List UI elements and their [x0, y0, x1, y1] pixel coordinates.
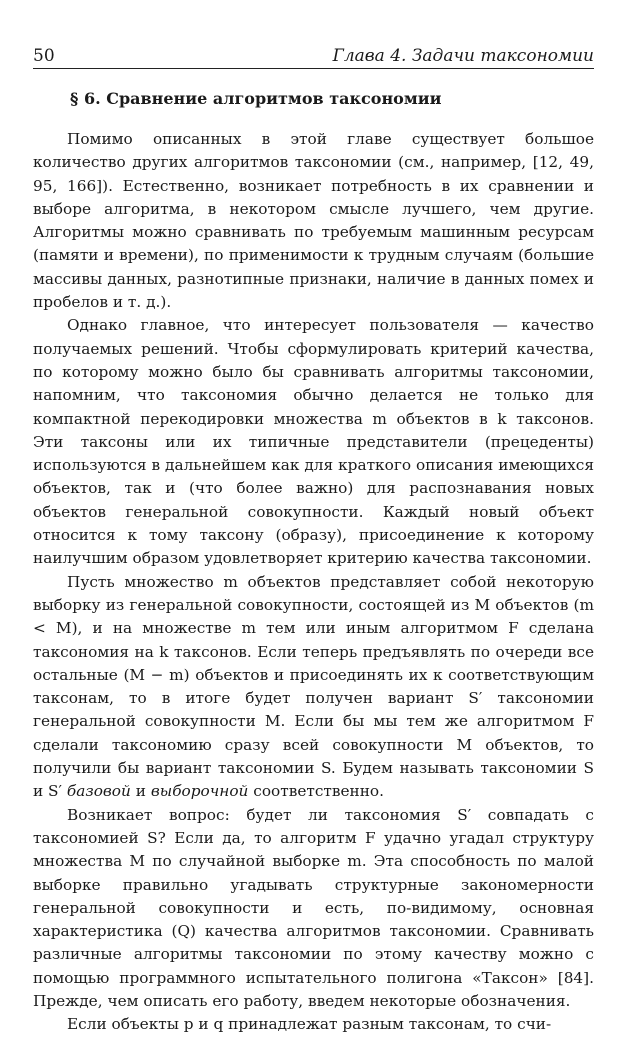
- paragraph: Однако главное, что интересует пользователя — качество получаемых решений. Чтобы сформулировать критерий качества, по которому можно было бы сравнивать алгоритмы таксономии, напомним, что таксономия обычно делается не только для компактной перекодировки множества m объектов в k таксонов. Эти таксоны или их типичные представители (прецеденты) используются в дальнейшем как для краткого описания имеющихся объектов, так и (что более важно) для распознавания новых объектов генеральной совокупности. Каждый новый объект относится к тому таксону (образу), присоединение к которому наилучшим образом удовлетворяет критерию качества таксономии.: [33, 316, 594, 568]
- body-text: [33, 128, 594, 1037]
- running-title: Глава 4. Задачи таксономии: [332, 46, 594, 66]
- paragraph: Возникает вопрос: будет ли таксономия S′ совпадать с таксономией S? Если да, то алгоритм F удачно угадал структуру множества M по случайной выборке m. Эта способность по малой выборке правильно угадывать структурные закономерности генеральной совокупности и есть, по-видимому, основная характеристика (Q) качества алгоритмов таксономии. Сравнивать различные алгоритмы таксономии по этому качеству можно с помощью программного испытательного полигона «Таксон» [84]. Прежде, чем описать его работу, введем некоторые обозначения.: [33, 805, 594, 1010]
- paragraph-text: Пусть множество m объектов представляет собой некоторую выборку из генеральной совокупности, состоящей из M объектов (m < M), и на множестве m тем или иным алгоритмом F сделана таксономия на k таксонов. Если теперь предъявлять по очереди все остальные (M − m) объектов и присоединять их к соответствующим таксонам, то в итоге будет получен вариант S′ таксономии генеральной совокупности M. Если бы мы тем же алгоритмом F сделали таксономию сразу всей совокупности M объектов, то получили бы вариант таксономии S. Будем называть таксономии S и S′: [33, 572, 594, 801]
- page-number: 50: [33, 46, 55, 66]
- conjunction: и: [135, 782, 146, 801]
- page-header: [33, 44, 594, 69]
- paragraph-ending: соответственно.: [253, 782, 384, 801]
- paragraph: Помимо описанных в этой главе существует большое количество других алгоритмов таксономии (см., например, [12, 49, 95, 166]). Естественно, возникает потребность в их сравнении и выборе алгоритма, в некотором смысле лучшего, чем другие. Алгоритмы можно сравнивать по требуемым машинным ресурсам (памяти и времени), по применимости к трудным случаям (большие массивы данных, разнотипные признаки, наличие в данных помех и пробелов и т. д.).: [33, 130, 594, 312]
- section-title: § 6. Сравнение алгоритмов таксономии: [70, 89, 442, 108]
- paragraph: [33, 571, 594, 804]
- term-sample: выборочной: [150, 782, 249, 801]
- paragraph: Если объекты p и q принадлежат разным таксонам, то счи-: [67, 1015, 552, 1034]
- term-basic: базовой: [66, 782, 131, 801]
